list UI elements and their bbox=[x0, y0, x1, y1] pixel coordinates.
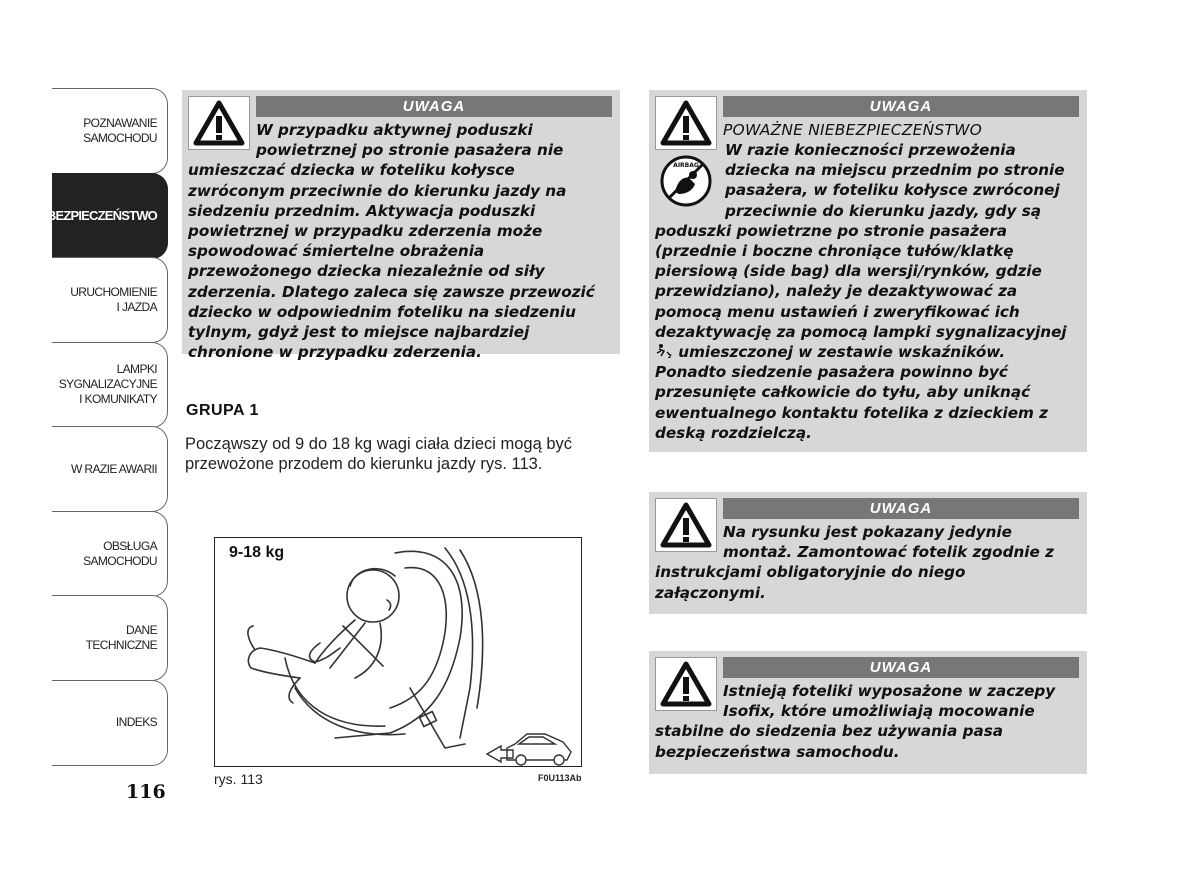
warning-box-mounting bbox=[649, 492, 1087, 614]
warning-title: UWAGA bbox=[723, 657, 1079, 678]
warning-triangle-icon bbox=[655, 498, 717, 552]
warning-text: Na rysunku jest pokazany jedynie montaż. Zamontować fotelik zgodnie z instrukcjami obligatoryjnie do niego załączonymi. bbox=[655, 523, 1054, 602]
page-number: 116 bbox=[126, 781, 166, 803]
warning-text bbox=[655, 140, 1079, 443]
tab-w-razie-awarii[interactable]: W RAZIE AWARII bbox=[52, 426, 168, 512]
warning-triangle-icon bbox=[655, 96, 717, 150]
warning-text-part2: umieszczonej w zestawie wskaźników. Ponadto siedzenie pasażera powinno być przesunięte całkowicie do tyłu, aby uniknąć ewentualnego kontaktu fotelika z dzieckiem z deską rozdzielczą. bbox=[655, 343, 1049, 442]
warning-box-serious-danger bbox=[649, 90, 1087, 452]
tab-poznawanie-samochodu[interactable]: POZNAWANIE SAMOCHODU bbox=[52, 88, 168, 174]
warning-box-airbag-left bbox=[182, 90, 620, 362]
airbag-icon-label: AIRBAG bbox=[673, 162, 699, 169]
danger-heading: POWAŻNE NIEBEZPIECZEŃSTWO bbox=[723, 121, 983, 139]
tab-uruchomienie-i-jazda[interactable]: URUCHOMIENIE I JAZDA bbox=[52, 257, 168, 343]
chapter-tabs bbox=[46, 88, 168, 764]
figure-caption: rys. 113 bbox=[214, 771, 263, 787]
warning-triangle-icon bbox=[655, 657, 717, 711]
airbag-off-lamp-icon bbox=[655, 343, 673, 359]
warning-triangle-icon bbox=[188, 96, 250, 150]
tab-dane-techniczne[interactable]: DANE TECHNICZNE bbox=[52, 595, 168, 681]
warning-title: UWAGA bbox=[723, 96, 1079, 117]
airbag-prohibited-icon bbox=[659, 154, 713, 208]
child-seat-illustration bbox=[215, 538, 581, 766]
child-seat-figure bbox=[214, 537, 582, 767]
tab-obsluga-samochodu[interactable]: OBSŁUGA SAMOCHODU bbox=[52, 511, 168, 597]
section-paragraph: Począwszy od 9 do 18 kg wagi ciała dzieci mogą być przewożone przodem do kierunku jazdy rys. 113. bbox=[185, 435, 573, 473]
svg-text:2: 2 bbox=[668, 354, 672, 360]
warning-text-part1: W razie konieczności przewożenia dziecka na miejscu przednim po stronie pasażera, w foteliku kołysce zwróconej przeciwnie do kierunku jazdy, gdy są poduszki powietrzne po stronie pasażera (przednie i boczne chroniące tułów/klatkę piersiową (side bag) dla wersji/rynków, gdzie przewidziano), należy je dezaktywować za pomocą menu ustawień i zweryfikować ich dezaktywację za pomocą lampki sygnalizacyjnej bbox=[655, 141, 1067, 341]
tab-lampki-sygnalizacyjne[interactable]: LAMPKI SYGNALIZACYJNE I KOMUNIKATY bbox=[52, 342, 168, 428]
figure-weight-label: 9-18 kg bbox=[229, 544, 285, 561]
section-heading: GRUPA 1 bbox=[186, 402, 259, 419]
figure-code: F0U113Ab bbox=[538, 773, 582, 783]
tab-bezpieczenstwo[interactable]: BEZPIECZEŃSTWO bbox=[52, 173, 168, 259]
tab-indeks[interactable]: INDEKS bbox=[52, 680, 168, 766]
warning-title: UWAGA bbox=[723, 498, 1079, 519]
warning-box-isofix bbox=[649, 651, 1087, 774]
warning-title: UWAGA bbox=[256, 96, 612, 117]
warning-text: W przypadku aktywnej poduszki powietrznej po stronie pasażera nie umieszczać dziecka w foteliku kołysce zwróconym przeciwnie do kierunku jazdy na siedzeniu przednim. Aktywacja poduszki powietrznej w przypadku zderzenia może spowodować śmiertelne obrażenia przewożonego dziecka niezależnie od siły zderzenia. Dlatego zaleca się zawsze przewozić dziecko w odpowiednim foteliku na siedzeniu tylnym, gdyż jest to miejsce najbardziej chronione w przypadku zderzenia. bbox=[188, 121, 595, 362]
warning-text: Istnieją foteliki wyposażone w zaczepy Isofix, które umożliwiają mocowanie stabilne do siedzenia bez używania pasa bezpieczeństwa samochodu. bbox=[655, 682, 1056, 761]
